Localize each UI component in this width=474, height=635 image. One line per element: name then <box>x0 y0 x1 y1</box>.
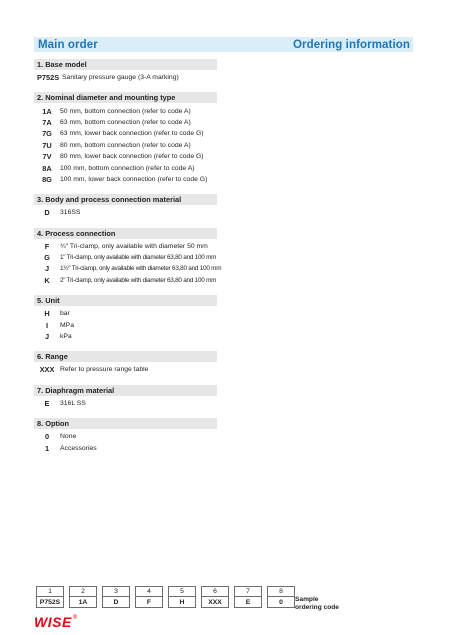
option-code: I <box>45 320 49 330</box>
option-description: bar <box>60 310 70 318</box>
option-row <box>34 364 217 375</box>
sample-column <box>168 586 196 608</box>
option-code: XXX <box>39 365 55 375</box>
option-row <box>34 275 217 286</box>
sample-value-cell: 1A <box>69 597 97 608</box>
sample-position-cell: 4 <box>135 586 163 597</box>
option-description: 80 mm, bottom connection (refer to code A) <box>60 141 191 149</box>
sample-label-line1: Sample <box>295 596 319 603</box>
option-row <box>34 398 217 409</box>
option-description: 316SS <box>60 209 81 217</box>
section-title: 2. Nominal diameter and mounting type <box>34 92 217 103</box>
sample-column <box>267 586 295 608</box>
sample-column <box>135 586 163 608</box>
option-description: ¾" Tri-clamp, only available with diameter 50 mm <box>60 242 208 250</box>
option-row <box>34 319 217 330</box>
sample-column <box>36 586 64 608</box>
option-description: 50 mm, bottom connection (refer to code A) <box>60 107 191 115</box>
section-1 <box>34 59 217 83</box>
section-5 <box>34 295 217 342</box>
option-row <box>34 117 217 128</box>
option-row <box>34 162 217 173</box>
section-title: 5. Unit <box>34 295 217 306</box>
option-row <box>34 128 217 139</box>
section-2 <box>34 92 217 185</box>
option-code: 1 <box>44 443 50 453</box>
registered-mark: ® <box>72 615 78 621</box>
option-code: 7G <box>42 129 52 139</box>
option-row <box>34 241 217 252</box>
section-3 <box>34 194 217 218</box>
option-description: 100 mm, bottom connection (refer to code A) <box>60 164 195 172</box>
sample-value-cell: 0 <box>267 597 295 608</box>
option-row <box>34 252 217 263</box>
option-description: Sanitary pressure gauge (3-A marking) <box>62 74 179 82</box>
section-title: 4. Process connection <box>34 228 217 239</box>
sample-value-cell: XXX <box>201 597 229 608</box>
sample-position-cell: 8 <box>267 586 295 597</box>
option-row <box>34 263 222 274</box>
sample-position-cell: 3 <box>102 586 130 597</box>
sample-column <box>102 586 130 608</box>
option-row <box>34 207 217 218</box>
option-description: 1" Tri-clamp, only available with diameter 63,80 and 100 mm <box>60 254 217 262</box>
option-description: 2" Tri-clamp, only available with diameter 63,80 and 100 mm <box>60 276 217 284</box>
option-code: 8A <box>42 163 52 173</box>
option-row <box>34 72 217 83</box>
option-description: Accessories <box>60 444 97 452</box>
option-code: K <box>44 275 50 285</box>
sample-value-cell: P752S <box>36 597 64 608</box>
option-description: Refer to pressure range table <box>60 366 149 374</box>
option-code: 7V <box>42 152 52 162</box>
option-description: 80 mm, lower back connection (refer to code G) <box>60 153 204 161</box>
option-description: 100 mm, lower back connection (refer to code G) <box>60 175 208 183</box>
option-description: 1½" Tri-clamp, only available with diameter 63,80 and 100 mm <box>60 265 222 273</box>
sample-value-cell: H <box>168 597 196 608</box>
section-title: 7. Diaphragm material <box>34 385 217 396</box>
sample-column <box>69 586 97 608</box>
section-title: 6. Range <box>34 351 217 362</box>
sample-position-cell: 1 <box>36 586 64 597</box>
section-6 <box>34 351 217 375</box>
option-code: 0 <box>44 432 50 442</box>
option-description: 63 mm, lower back connection (refer to code G) <box>60 130 204 138</box>
option-code: J <box>44 264 50 274</box>
sample-ordering-code-label <box>295 596 339 612</box>
option-row <box>34 140 217 151</box>
sample-column <box>234 586 262 608</box>
sample-value-cell: E <box>234 597 262 608</box>
section-8 <box>34 418 217 454</box>
main-order-title: Main order <box>38 38 98 51</box>
option-row <box>34 431 217 442</box>
header-band <box>34 37 413 52</box>
sample-position-cell: 5 <box>168 586 196 597</box>
section-7 <box>34 385 217 409</box>
sample-column <box>201 586 229 608</box>
option-code: E <box>44 398 50 408</box>
option-row <box>34 174 217 185</box>
option-description: MPa <box>60 321 74 329</box>
sample-label-line2: ordering code <box>295 604 339 611</box>
section-title: 1. Base model <box>34 59 217 70</box>
option-row <box>34 105 217 116</box>
sample-position-cell: 2 <box>69 586 97 597</box>
sample-position-cell: 6 <box>201 586 229 597</box>
option-code: 7U <box>42 140 52 150</box>
ordering-sections <box>34 59 222 463</box>
option-row <box>34 331 217 342</box>
section-title: 8. Option <box>34 418 217 429</box>
option-description: None <box>60 433 77 441</box>
section-4 <box>34 228 222 287</box>
logo-text: WISE <box>34 614 72 630</box>
option-code: D <box>44 208 50 218</box>
option-code: J <box>44 332 50 342</box>
option-code: 7A <box>42 117 52 127</box>
option-row <box>34 151 217 162</box>
option-code: P752S <box>37 73 60 83</box>
sample-value-cell: F <box>135 597 163 608</box>
sample-ordering-table <box>36 586 300 608</box>
option-description: kPa <box>60 333 72 341</box>
option-row <box>34 442 217 453</box>
sample-value-cell: D <box>102 597 130 608</box>
wise-logo <box>34 614 77 630</box>
sample-position-cell: 7 <box>234 586 262 597</box>
option-code: F <box>44 241 50 251</box>
option-row <box>34 308 217 319</box>
option-description: 316L SS <box>60 399 86 407</box>
option-code: 8G <box>42 174 52 184</box>
option-code: 1A <box>42 106 52 116</box>
option-code: H <box>44 309 50 319</box>
section-title: 3. Body and process connection material <box>34 194 217 205</box>
option-description: 63 mm, bottom connection (refer to code A) <box>60 118 191 126</box>
ordering-information-title: Ordering information <box>293 38 410 51</box>
option-code: G <box>44 253 50 263</box>
